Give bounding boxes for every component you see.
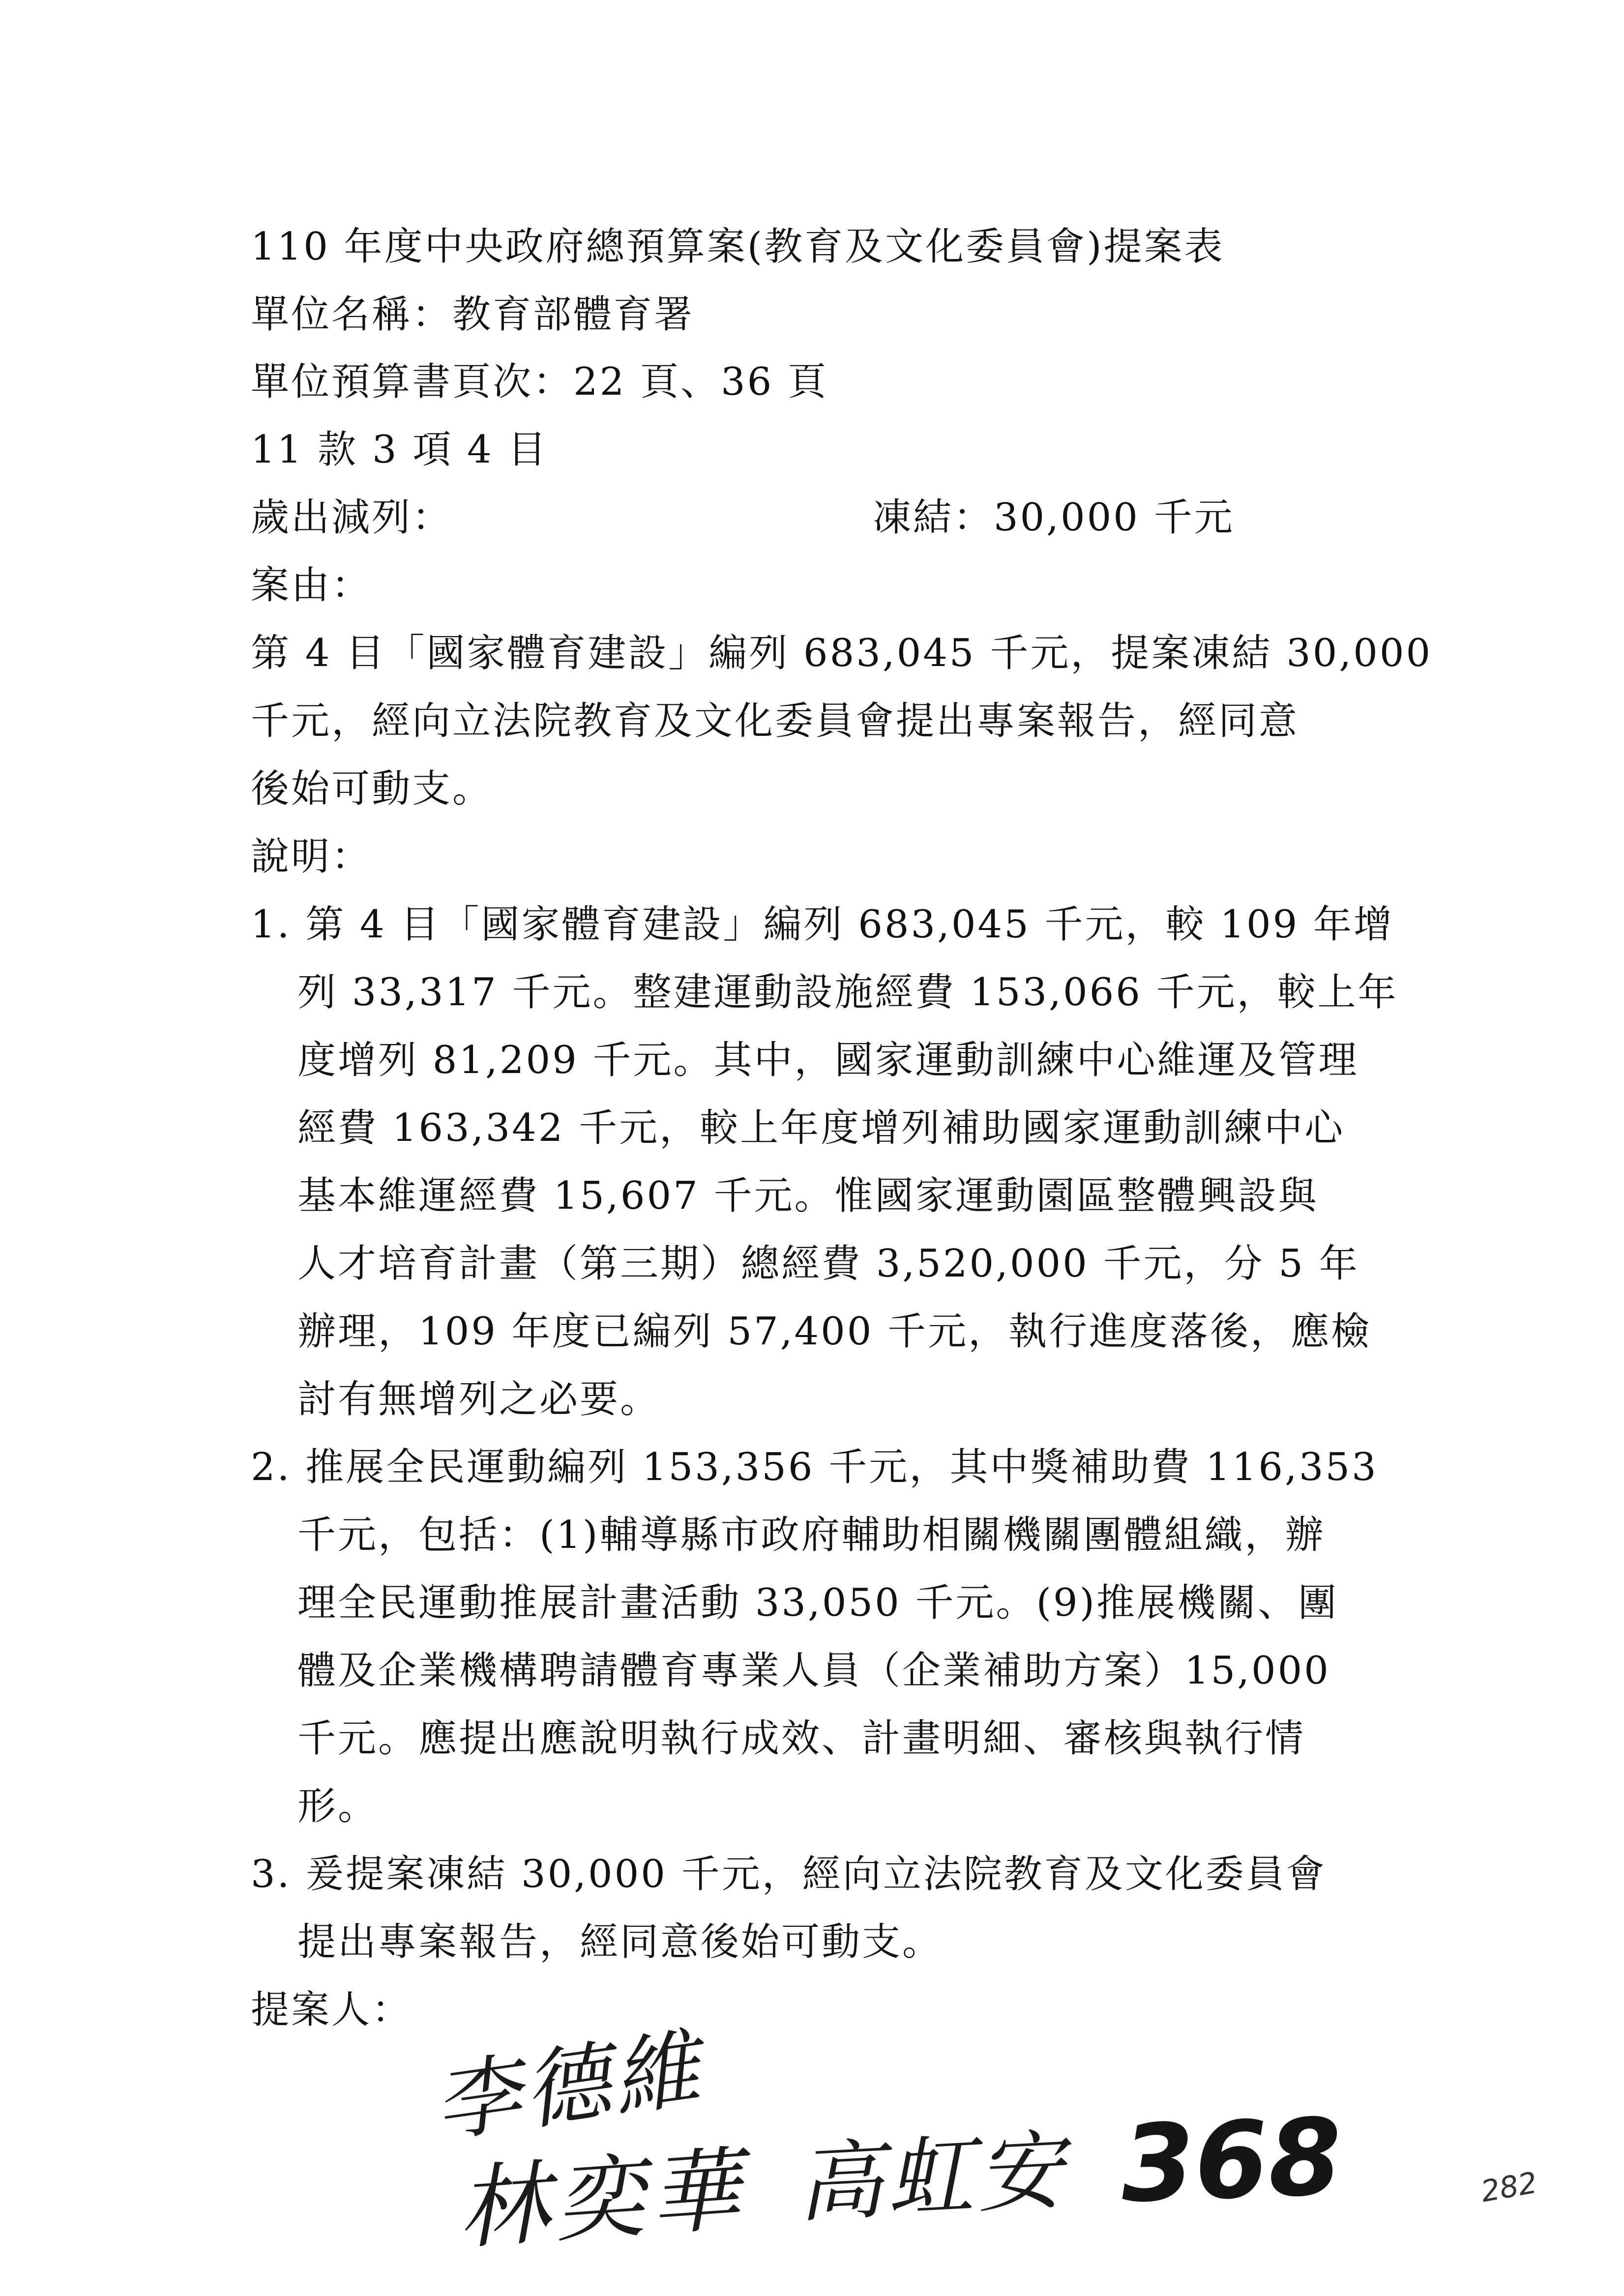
item-code: 11 款 3 項 4 目: [251, 428, 548, 472]
explanation-item-1-line: 人才培育計畫（第三期）總經費 3,520,000 千元，分 5 年: [297, 1242, 1359, 1286]
explanation-item-2-line: 形。: [297, 1784, 379, 1829]
unit-name: 單位名稱：教育部體育署: [251, 292, 695, 337]
reduction-line: [251, 493, 1235, 542]
explanation-item-1-line: 辦理，109 年度已編列 57,400 千元，執行進度落後，應檢: [297, 1309, 1372, 1354]
explanation-item-3-line: 3. 爰提案凍結 30,000 千元，經向立法院教育及文化委員會: [251, 1852, 1327, 1896]
explanation-item-1-line: 1. 第 4 目「國家體育建設」編列 683,045 千元，較 109 年增: [251, 902, 1394, 947]
reason-line: 後始可動支。: [251, 767, 493, 811]
explanation-item-2-line: 理全民運動推展計畫活動 33,050 千元。(9)推展機關、團: [297, 1581, 1339, 1625]
handwritten-number: 368: [1119, 2095, 1344, 2226]
explanation-item-1-line: 基本維運經費 15,607 千元。惟國家運動園區整體興設與: [297, 1174, 1319, 1218]
freeze-amount: 凍結：30,000 千元: [873, 495, 1235, 540]
explanation-heading: 說明：: [251, 835, 372, 879]
explanation-item-1-line: 經費 163,342 千元，較上年度增列補助國家運動訓練中心: [297, 1106, 1345, 1150]
handwritten-signature: 高虹安: [794, 2121, 1069, 2235]
document-title: 110 年度中央政府總預算案(教育及文化委員會)提案表: [251, 225, 1225, 269]
explanation-item-2-line: 體及企業機構聘請體育專業人員（企業補助方案）15,000: [297, 1649, 1330, 1693]
budget-pages: 單位預算書頁次：22 頁、36 頁: [251, 360, 828, 404]
reason-heading: 案由：: [251, 563, 372, 608]
explanation-item-3-line: 提出專案報告，經同意後始可動支。: [297, 1920, 943, 1964]
reason-line: 千元，經向立法院教育及文化委員會提出專案報告，經同意: [251, 699, 1299, 743]
handwritten-signature: 李德維: [428, 2018, 709, 2155]
explanation-item-2-line: 千元。應提出應說明執行成效、計畫明細、審核與執行情: [297, 1716, 1306, 1761]
reason-line: 第 4 目「國家體育建設」編列 683,045 千元，提案凍結 30,000: [251, 631, 1433, 675]
page-number: 282: [1478, 2165, 1540, 2209]
explanation-item-1-line: 討有無增列之必要。: [297, 1377, 661, 1422]
explanation-item-2-line: 千元，包括：(1)輔導縣市政府輔助相關機關團體組織，辦: [297, 1513, 1326, 1557]
explanation-item-1-line: 度增列 81,209 千元。其中，國家運動訓練中心維運及管理: [297, 1038, 1359, 1082]
explanation-item-1-line: 列 33,317 千元。整建運動設施經費 153,066 千元，較上年: [297, 970, 1398, 1015]
explanation-item-2-line: 2. 推展全民運動編列 153,356 千元，其中獎補助費 116,353: [251, 1445, 1378, 1489]
handwritten-signature: 林奕華: [454, 2136, 749, 2263]
reduction-label: 歲出減列：: [251, 495, 453, 540]
proposer-label: 提案人：: [251, 1988, 413, 2032]
